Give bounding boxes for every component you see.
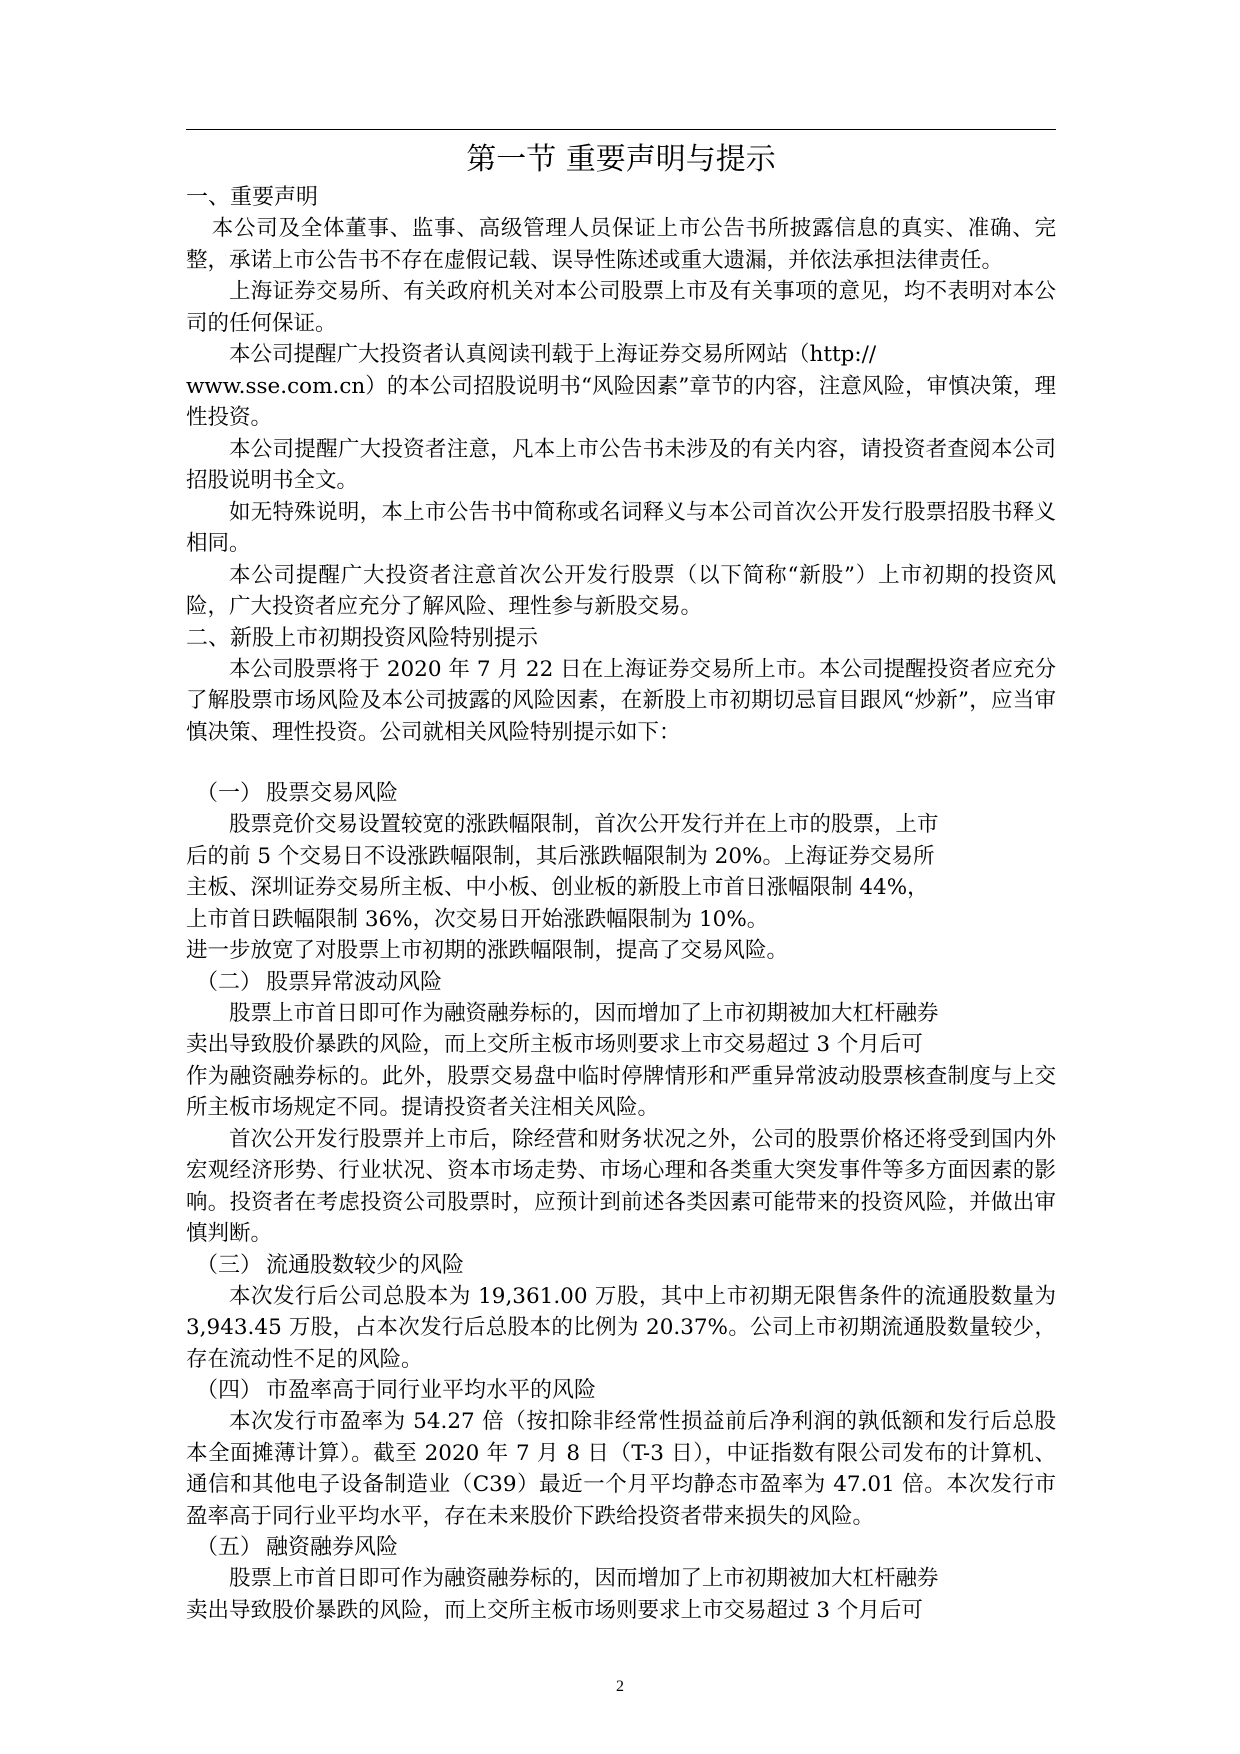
subheading-float-risk [186, 1250, 1056, 1281]
header-rule [186, 129, 1056, 130]
subheading-pe-risk [186, 1375, 1056, 1406]
paragraph: 首次公开发行股票并上市后，除经营和财务状况之外，公司的股票价格还将受到国内外宏观经济形势、行业状况、资本市场走势、市场心理和各类重大突发事件等多方面因素的影响。投资者在考虑投资公司股票时，应预计到前述各类因素可能带来的投资风险，并做出审慎判断。 [186, 1126, 1056, 1246]
text-line: 后的前 5 个交易日不设涨跌幅限制，其后涨跌幅限制为 20%。上海证券交易所 [186, 843, 935, 869]
paragraph [186, 1563, 1056, 1626]
subheading-text: 融资融券风险 [266, 1535, 399, 1560]
subheading-margin-risk [186, 1532, 1056, 1563]
subheading-number: （五） [196, 1535, 263, 1560]
text-line: 本公司提醒广大投资者认真阅读刊载于上海证券交易所网站（http:// [229, 342, 877, 367]
subheading-text: 流通股数较少的风险 [266, 1252, 465, 1278]
subheading-trading-risk [186, 778, 1056, 809]
paragraph: 本公司及全体董事、监事、高级管理人员保证上市公告书所披露信息的真实、准确、完整，承诺上市公告书不存在虚假记载、误导性陈述或重大遗漏，并依法承担法律责任。 [186, 216, 1056, 273]
section-title: 第一节 重要声明与提示 [466, 142, 776, 177]
subheading-volatility-risk [186, 967, 1056, 998]
subheading-text: 股票异常波动风险 [266, 969, 443, 995]
paragraph [186, 339, 1056, 434]
heading-important-statement: 一、重要声明 [186, 185, 319, 210]
document-body [186, 182, 1056, 1626]
paragraph: 本次发行后公司总股本为 19,361.00 万股，其中上市初期无限售条件的流通股数量为 3,943.45 万股，占本次发行后总股本的比例为 20.37%。公司上市初期流通股数量较少，存在流动性不足的风险。 [186, 1283, 1056, 1372]
paragraph: 如无特殊说明，本上市公告书中简称或名词释义与本公司首次公开发行股票招股书释义相同。 [186, 499, 1056, 556]
subheading-number: （四） [196, 1378, 263, 1403]
text-line: 股票竞价交易设置较宽的涨跌幅限制，首次公开发行并在上市的股票，上市 [229, 812, 939, 837]
text-line: 股票上市首日即可作为融资融券标的，因而增加了上市初期被加大杠杆融券 [229, 1566, 939, 1591]
text-line: 卖出导致股价暴跌的风险，而上交所主板市场则要求上市交易超过 3 个月后可 [186, 1032, 923, 1057]
text-line: 上市首日跌幅限制 36%，次交易日开始涨跌幅限制为 10%。 [186, 906, 769, 932]
page-number: 2 [616, 1678, 624, 1695]
paragraph: 本公司提醒广大投资者注意首次公开发行股票（以下简称“新股”）上市初期的投资风险，广大投资者应充分了解风险、理性参与新股交易。 [186, 562, 1056, 619]
heading-ipo-risk: 二、新股上市初期投资风险特别提示 [186, 625, 539, 651]
text-line: 主板、深圳证券交易所主板、中小板、创业板的新股上市首日涨幅限制 44%， [186, 875, 929, 900]
paragraph: 本公司股票将于 2020 年 7 月 22 日在上海证券交易所上市。本公司提醒投资者应充分了解股票市场风险及本公司披露的风险因素，在新股上市初期切忌盲目跟风“炒新”，应当审慎决策、理性投资。公司就相关风险特别提示如下： [186, 656, 1056, 745]
paragraph [186, 809, 1056, 967]
subheading-number: （三） [196, 1252, 263, 1278]
paragraph: 本次发行市盈率为 54.27 倍（按扣除非经常性损益前后净利润的孰低额和发行后总股本全面摊薄计算）。截至 2020 年 7 月 8 日（T-3 日），中证指数有限公司发布的计算机、通信和其他电子设备制造业（C39）最近一个月平均静态市盈率为 47.01 倍。本次发行市盈率高于同行业平均水平，存在未来股价下跌给投资者带来损失的风险。 [186, 1409, 1056, 1529]
text-line: 作为融资融券标的。此外，股票交易盘中临时停牌情形和严重异常波动股票核查制度与上交所主板市场规定不同。提请投资者关注相关风险。 [186, 1063, 1056, 1120]
subheading-text: 股票交易风险 [266, 781, 399, 806]
text-line: 进一步放宽了对股票上市初期的涨跌幅限制，提高了交易风险。 [186, 938, 789, 963]
text-line: 股票上市首日即可作为融资融券标的，因而增加了上市初期被加大杠杆融券 [229, 1000, 939, 1026]
subheading-text: 市盈率高于同行业平均水平的风险 [266, 1378, 597, 1403]
paragraph [186, 998, 1056, 1124]
text-line: www.sse.com.cn）的本公司招股说明书“风险因素”章节的内容，注意风险，审慎决策，理性投资。 [186, 373, 1056, 430]
paragraph: 本公司提醒广大投资者注意，凡本上市公告书未涉及的有关内容，请投资者查阅本公司招股说明书全文。 [186, 436, 1056, 493]
text-line: 卖出导致股价暴跌的风险，而上交所主板市场则要求上市交易超过 3 个月后可 [186, 1597, 923, 1623]
subheading-number: （一） [196, 781, 263, 806]
paragraph: 上海证券交易所、有关政府机关对本公司股票上市及有关事项的意见，均不表明对本公司的任何保证。 [186, 279, 1056, 336]
subheading-number: （二） [196, 969, 263, 995]
